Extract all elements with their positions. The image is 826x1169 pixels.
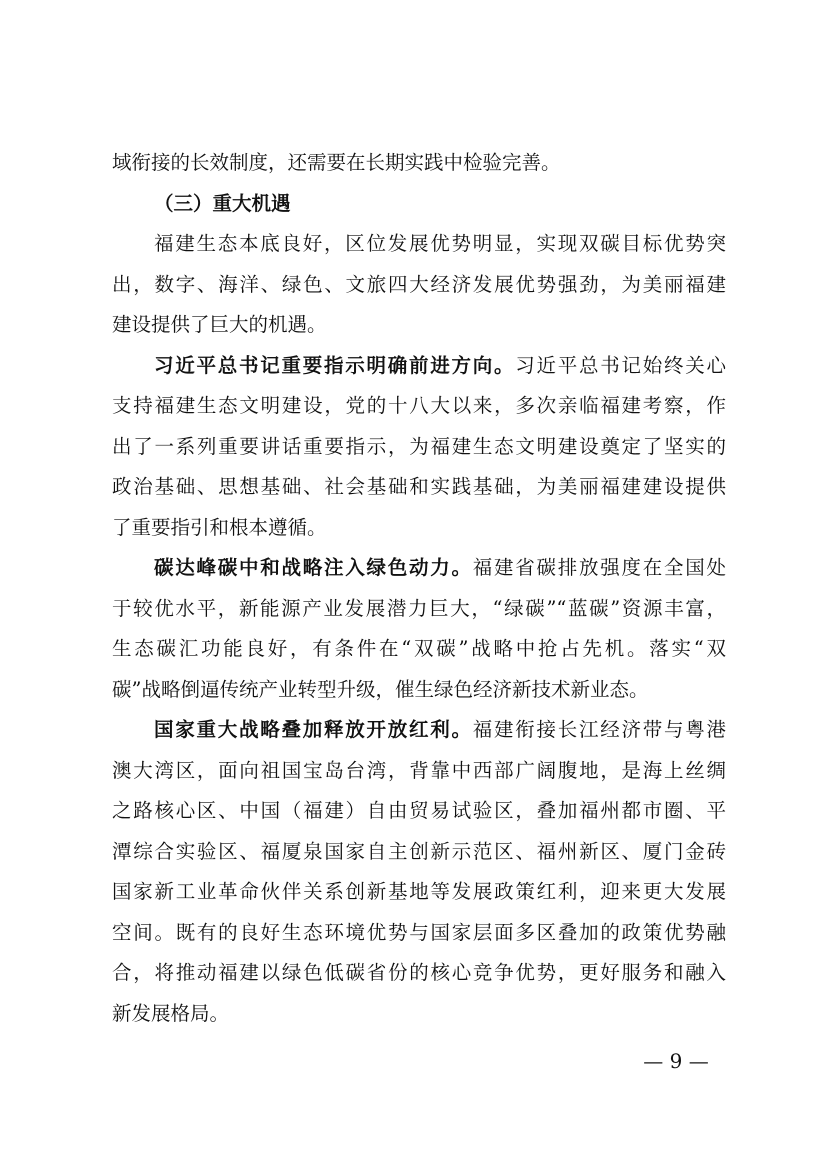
paragraph-first-line	[112, 346, 726, 387]
paragraph-line: 支持福建生态文明建设，党的十八大以来，多次亲临福建考察，作	[112, 394, 726, 417]
page-number: — 9 —	[643, 1049, 709, 1073]
paragraph-line: 出了一系列重要讲话重要指示，为福建生态文明建设奠定了坚实的	[112, 434, 726, 458]
document-body	[112, 143, 726, 1034]
paragraph-line: 生态碳汇功能良好，有条件在“双碳”战略中抢占先机。落实“双	[112, 637, 726, 660]
paragraph-line: 潭综合实验区、福厦泉国家自主创新示范区、福州新区、厦门金砖	[112, 839, 726, 863]
paragraph-first-line	[112, 548, 726, 589]
intro-paragraph	[112, 224, 726, 346]
paragraph-line: 合，将推动福建以绿色低碳省份的核心竞争优势，更好服务和融入	[112, 961, 726, 984]
paragraph-text: 福建省碳排放强度在全国处	[472, 556, 726, 579]
paragraph-line: 福建生态本底良好，区位发展优势明显，实现双碳目标优势突	[154, 232, 726, 255]
paragraph-lead: 习近平总书记重要指示明确前进方向。	[154, 353, 516, 377]
paragraph-text: 福建衔接长江经济带与粤港	[472, 718, 726, 741]
paragraph-line: 国家新工业革命伙伴关系创新基地等发展政策红利，迎来更大发展	[112, 880, 726, 903]
paragraph-first-line	[112, 710, 726, 751]
paragraph-lead: 碳达峰碳中和战略注入绿色动力。	[154, 556, 473, 579]
paragraph-line: 新发展格局。	[112, 1001, 230, 1025]
paragraph-guidance	[112, 346, 726, 549]
paragraph-text: 习近平总书记始终关心	[515, 353, 726, 377]
paragraph-line: 了重要指引和根本遵循。	[112, 515, 327, 539]
paragraph-line: 澳大湾区，面向祖国宝岛台湾，背靠中西部广阔腹地，是海上丝绸	[112, 758, 726, 782]
paragraph-line: 出，数字、海洋、绿色、文旅四大经济发展优势强劲，为美丽福建	[112, 272, 726, 296]
section-heading: （三）重大机遇	[154, 191, 291, 215]
paragraph-line: 于较优水平，新能源产业发展潜力巨大，“绿碳”“蓝碳”资源丰富，	[112, 596, 726, 620]
paragraph-line: 之路核心区、中国（福建）自由贸易试验区，叠加福州都市圈、平	[112, 799, 726, 822]
paragraph-line: 建设提供了巨大的机遇。	[112, 313, 327, 336]
paragraph-line: 政治基础、思想基础、社会基础和实践基础，为美丽福建建设提供	[112, 475, 726, 498]
paragraph-line: 碳”战略倒逼传统产业转型升级，催生绿色经济新技术新业态。	[112, 677, 649, 701]
paragraph-carbon	[112, 548, 726, 710]
paragraph-line: 空间。既有的良好生态环境优势与国家层面多区叠加的政策优势融	[112, 920, 726, 944]
paragraph-lead: 国家重大战略叠加释放开放红利。	[154, 718, 473, 741]
paragraph-strategy	[112, 710, 726, 1034]
continuation-line: 域衔接的长效制度，还需要在长期实践中检验完善。	[112, 151, 561, 174]
